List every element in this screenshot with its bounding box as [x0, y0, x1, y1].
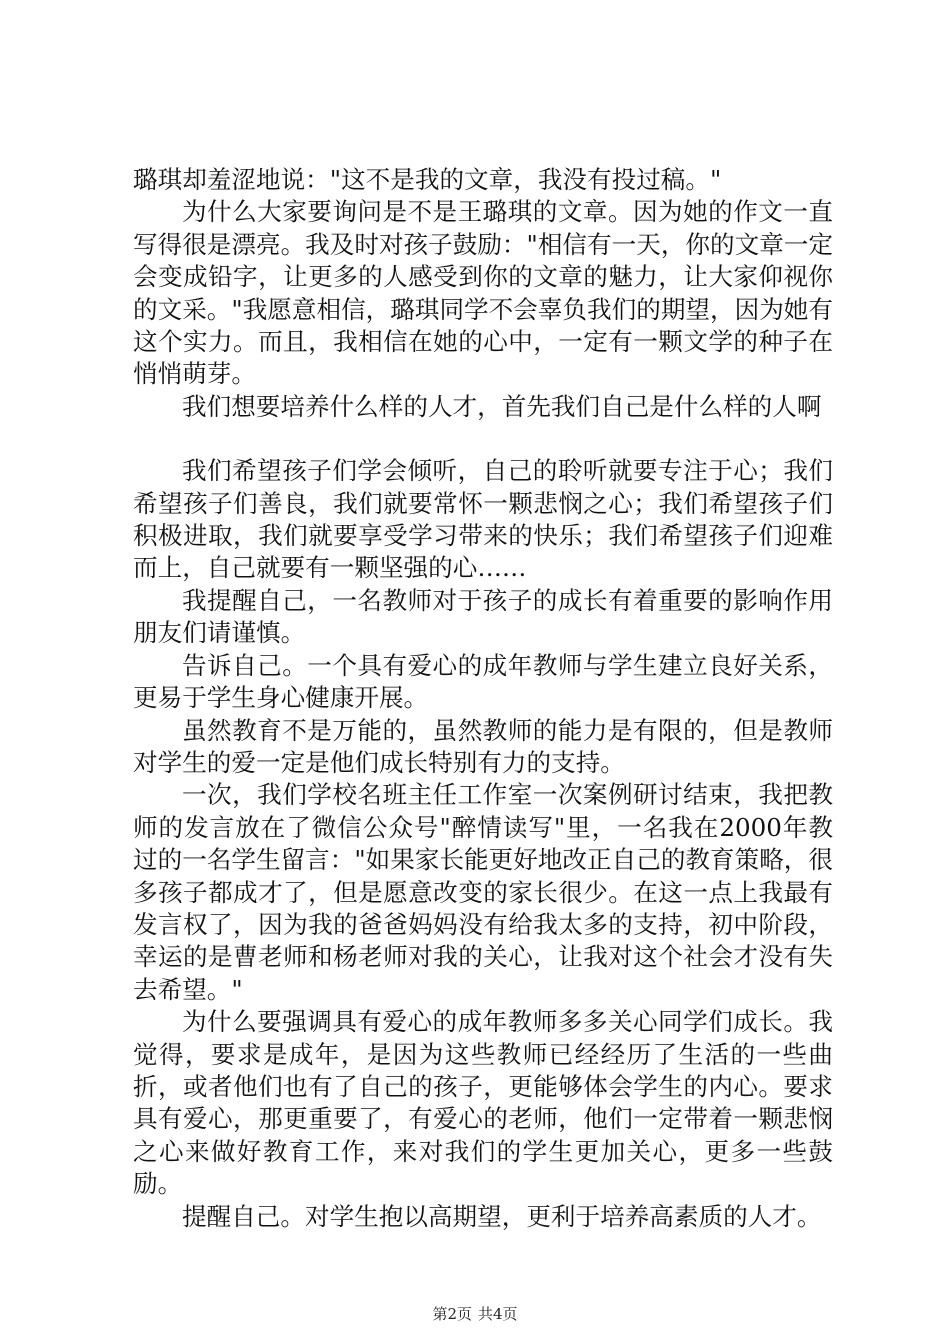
paragraph-3: 我们想要培养什么样的人才，首先我们自己是什么样的人啊	[182, 391, 822, 421]
paragraph-5: 我提醒自己，一名教师对于孩子的成长有着重要的影响作用朋友们请谨慎。	[133, 585, 833, 648]
paragraph-4: 我们希望孩子们学会倾听，自己的聆听就要专注于心；我们希望孩子们善良，我们就要常怀一颗悲悯之心；我们希望孩子们积极进取，我们就要享受学习带来的快乐；我们希望孩子们迎难而上，自己就要有一颗坚强的心……	[133, 456, 833, 583]
paragraph-6: 告诉自己。一个具有爱心的成年教师与学生建立良好关系，更易于学生身心健康开展。	[133, 650, 833, 713]
paragraph-2: 为什么大家要询问是不是王璐琪的文章。因为她的作文一直写得很是漂亮。我及时对孩子鼓励："相信有一天，你的文章一定会变成铅字，让更多的人感受到你的文章的魅力，让大家仰视你的文采。"我愿意相信，璐琪同学不会辜负我们的期望，因为她有这个实力。而且，我相信在她的心中，一定有一颗文学的种子在悄悄萌芽。	[133, 197, 833, 389]
paragraph-8: 一次，我们学校名班主任工作室一次案例研讨结束，我把教师的发言放在了微信公众号"醉情读写"里，一名我在2000年教过的一名学生留言："如果家长能更好地改正自己的教育策略，很多孩子都成才了，但是愿意改变的家长很少。在这一点上我最有发言权了，因为我的爸爸妈妈没有给我太多的支持，初中阶段，幸运的是曹老师和杨老师对我的关心，让我对这个社会才没有失去希望。"	[133, 780, 833, 1004]
page-number: 第2页	[432, 1305, 472, 1323]
paragraph-1: 璐琪却羞涩地说："这不是我的文章，我没有投过稿。"	[133, 165, 722, 194]
paragraph-7: 虽然教育不是万能的，虽然教师的能力是有限的，但是教师对学生的爱一定是他们成长特别有力的支持。	[133, 715, 833, 777]
page-footer	[0, 1304, 950, 1324]
document-body	[133, 164, 833, 1233]
page-total: 共4页	[478, 1305, 518, 1323]
paragraph-10: 提醒自己。对学生抱以高期望，更利于培养高素质的人才。	[182, 1201, 822, 1231]
paragraph-9: 为什么要强调具有爱心的成年教师多多关心同学们成长。我觉得，要求是成年，是因为这些教师已经经历了生活的一些曲折，或者他们也有了自己的孩子，更能够体会学生的内心。要求具有爱心，那更重要了，有爱心的老师，他们一定带着一颗悲悯之心来做好教育工作，来对我们的学生更加关心，更多一些鼓励。	[133, 1007, 833, 1199]
